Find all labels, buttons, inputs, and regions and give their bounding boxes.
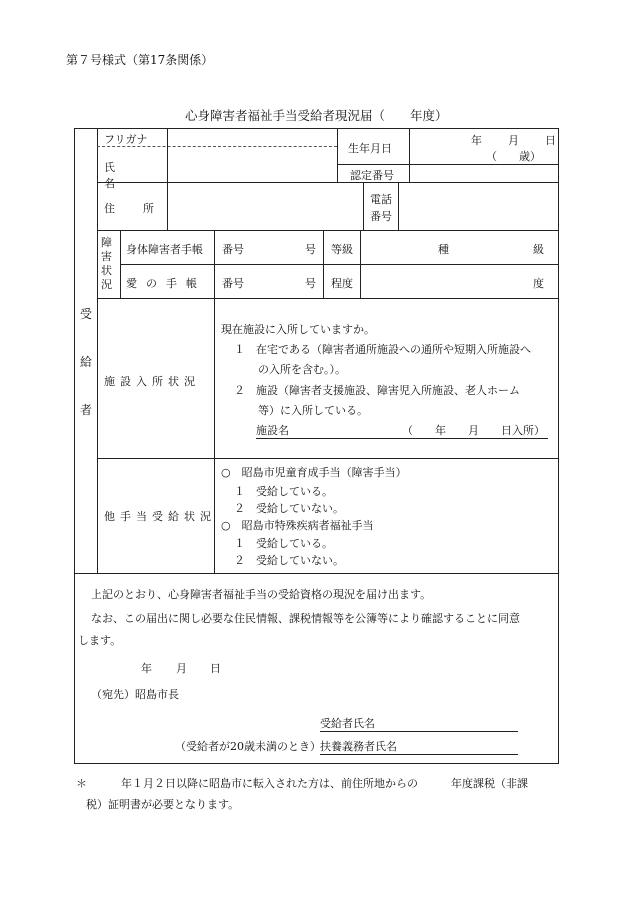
facility-label: 施設入所状況 bbox=[104, 375, 200, 388]
recipient-side-label bbox=[80, 290, 92, 434]
furigana-input[interactable] bbox=[169, 130, 335, 145]
date-year-label: 年 bbox=[141, 662, 152, 675]
facility-question: 現在施設に入所していますか。 bbox=[221, 323, 375, 336]
ai-degree-label: 程度 bbox=[331, 277, 353, 290]
guardian-signature-field[interactable] bbox=[320, 738, 518, 755]
footnote-line1: 年１月２日以降に昭島市に転入された方は、前住所地からの 年度課税（非課 bbox=[121, 777, 528, 790]
guardian-note: （受給者が20歳未満のとき） bbox=[175, 740, 321, 753]
address-label: 住所 bbox=[104, 202, 182, 215]
footnote-line2: 税）証明書が必要となります。 bbox=[86, 798, 240, 811]
allowance2-yes[interactable]: １ 受給している。 bbox=[234, 537, 333, 550]
form-number: 第７号様式（第17条関係） bbox=[66, 53, 214, 67]
facility-option-admitted[interactable]: ２ 施設（障害者支援施設、障害児入所施設、老人ホーム bbox=[234, 384, 520, 397]
declaration-text1: 上記のとおり、心身障害者福祉手当の受給資格の現況を届け出ます。 bbox=[91, 588, 432, 601]
name-label: 氏名 bbox=[104, 161, 145, 190]
birth-year-label: 年 bbox=[471, 134, 482, 147]
facility-name-field[interactable] bbox=[256, 422, 548, 439]
birth-day-label: 日 bbox=[545, 134, 556, 147]
addressee: （宛先）昭島市長 bbox=[91, 688, 179, 701]
recipient-name-label: 受給者氏名 bbox=[320, 717, 375, 730]
name-input[interactable] bbox=[169, 148, 335, 181]
physical-grade-label: 等級 bbox=[331, 243, 353, 256]
address-input[interactable] bbox=[169, 184, 361, 228]
declaration-text2-line2: します。 bbox=[78, 634, 122, 647]
age-label: （ 歳） bbox=[486, 150, 541, 163]
allowance2-title: ○ 昭島市特殊疾病者福祉手当 bbox=[221, 519, 374, 532]
ai-level-suffix: 度 bbox=[533, 277, 544, 290]
allowance2-no[interactable]: ２ 受給していない。 bbox=[234, 554, 344, 567]
phone-label-line2: 番号 bbox=[370, 210, 392, 223]
ai-number-suffix: 号 bbox=[305, 277, 316, 290]
footnote-mark: ＊ bbox=[76, 777, 87, 790]
declaration-text2-line1: なお、この届出に関し必要な住民情報、課税情報等を公簿等により確認することに同意 bbox=[91, 612, 520, 625]
physical-level-suffix: 級 bbox=[533, 243, 544, 256]
allowance1-no[interactable]: ２ 受給していない。 bbox=[234, 502, 344, 515]
guardian-name-label: 扶養義務者氏名 bbox=[320, 740, 397, 753]
other-allowance-label: 他手当受給状況 bbox=[104, 510, 216, 523]
date-month-label: 月 bbox=[176, 662, 187, 675]
form-title: 心身障害者福祉手当受給者現況届（ 年度） bbox=[185, 108, 448, 123]
cert-number-label: 認定番号 bbox=[350, 169, 394, 182]
facility-option-home[interactable]: １ 在宅である（障害者通所施設への通所や短期入所施設へ bbox=[234, 343, 531, 356]
ai-number-label: 番号 bbox=[222, 277, 244, 290]
cert-number-input[interactable] bbox=[411, 166, 556, 181]
physical-number-label: 番号 bbox=[222, 243, 244, 256]
recipient-signature-field[interactable] bbox=[320, 715, 518, 732]
facility-option-home-cont: の入所を含む。）。 bbox=[258, 363, 346, 376]
disability-label: 障害状況 bbox=[101, 236, 112, 291]
physical-kind-label: 種 bbox=[438, 243, 449, 256]
phone-input[interactable] bbox=[400, 184, 556, 228]
birth-month-label: 月 bbox=[508, 134, 519, 147]
allowance1-title: ○ 昭島市児童育成手当（障害手当） bbox=[221, 466, 407, 479]
ai-handbook-label: 愛の手帳 bbox=[126, 277, 206, 290]
facility-option-admitted-cont: 等）に入所している。 bbox=[258, 404, 368, 417]
date-day-label: 日 bbox=[210, 662, 221, 675]
admission-date: （ 年 月 日入所） bbox=[402, 424, 545, 437]
physical-handbook-label: 身体障害者手帳 bbox=[126, 243, 203, 256]
side-label-text: 受給者 bbox=[80, 307, 93, 417]
physical-number-suffix: 号 bbox=[305, 243, 316, 256]
allowance1-yes[interactable]: １ 受給している。 bbox=[234, 485, 333, 498]
facility-name-label: 施設名 bbox=[256, 424, 289, 437]
phone-label-line1: 電話 bbox=[370, 193, 392, 206]
furigana-label: フリガナ bbox=[104, 133, 148, 146]
birth-label: 生年月日 bbox=[348, 142, 392, 155]
